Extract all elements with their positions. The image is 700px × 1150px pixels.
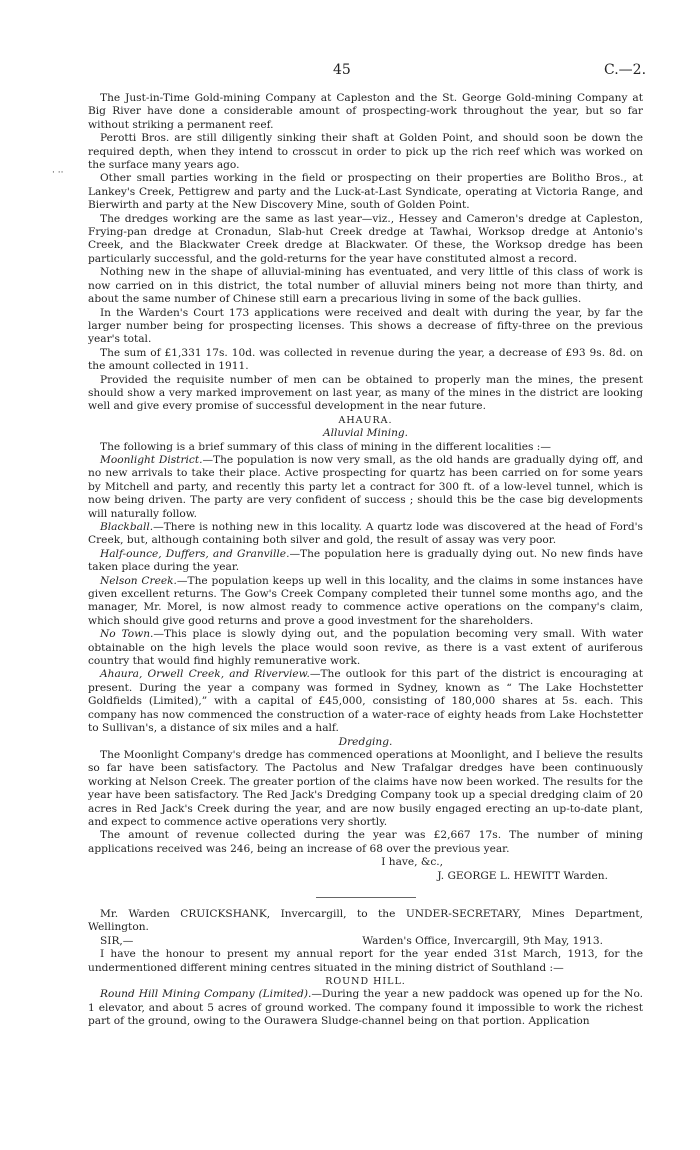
divider-rule [316, 897, 416, 898]
subheading-alluvial-mining: Alluvial Mining. [322, 427, 409, 440]
locality-text: —The outlook for this part of the district is encouraging at present. During the year a company was formed in Sydney, known as “ The Lake Hochstetter Goldfields (Limited),” with a capital of £45,000, consisting of 180,000 shares at 5s. each. This company has now commenced the construction of a water-race of eighty heads from Lake Hochstetter to Sullivan's, a distance of six miles and a half. [88, 668, 643, 735]
paragraph: I have the honour to present my annual report for the year ended 31st March, 1913, for the undermentioned different mining centres situated in the mining district of Southland :— [88, 948, 643, 974]
subheading-dredging: Dredging. [338, 735, 393, 748]
paragraph: Provided the requisite number of men can be obtained to properly man the mines, the present should show a very marked improvement on last year, as many of the mines in the district are looking well and give every promise of successful development in the near future. [88, 373, 643, 413]
page-header [0, 62, 700, 82]
locality-name: Blackball. [100, 521, 154, 533]
locality-text: —The population keeps up well in this locality, and the claims in some instances have given excellent returns. The Gow's Creek Company completed their tunnel some months ago, and the manager, Mr. Morel, is now almost ready to commence active operations on the company's claim, which should give good returns and prove a good investment for the shareholders. [88, 574, 643, 627]
locality-text: —There is nothing new in this locality. A quartz lode was discovered at the head of Ford's Creek, but, although containing both silver and gold, the result of assay was very poor. [88, 521, 643, 547]
paragraph: In the Warden's Court 173 applications were received and dealt with during the year, by far the larger number being for prospecting licenses. This shows a decrease of fifty-three on the previous year's total. [88, 306, 643, 346]
paragraph: Other small parties working in the field or prospecting on their properties are Bolitho Bros., at Lankey's Creek, Pettigrew and party and the Luck-at-Last Syndicate, operating at Victoria Range, and Bierwirth and party at the New Discovery Mine, south of Golden Point. [88, 172, 643, 212]
company-text: —During the year a new paddock was opened up for the No. 1 elevator, and about 5 acres of ground worked. The company found it impossible to work the richest part of the ground, owing to the Ourawera Sludge-channel being on that portion. Application [88, 988, 643, 1028]
locality-name: Nelson Creek. [100, 574, 177, 587]
paragraph: Perotti Bros. are still diligently sinking their shaft at Golden Point, and should soon be down the required depth, when they intend to crosscut in order to pick up the rich reef which was worked on the surface many years ago. [88, 132, 643, 172]
locality-paragraph [88, 628, 643, 668]
section-heading-ahaura: AHAURA. [338, 414, 393, 426]
salutation-line [88, 935, 643, 948]
paragraph: The sum of £1,331 17s. 10d. was collected in revenue during the year, a decrease of £93 9s. 8d. on the amount collected in 1911. [88, 346, 643, 373]
locality-name: Ahaura, Orwell Creek, and Riverview. [100, 668, 310, 681]
company-name: Round Hill Mining Company (Limited). [100, 988, 312, 1001]
office-date: Warden's Office, Invercargill, 9th May, 1913. [362, 934, 603, 947]
locality-paragraph [88, 521, 643, 548]
salutation: SIR,— [100, 934, 134, 947]
signature-closing: I have, &c., [381, 856, 443, 869]
section-code: C.—2. [604, 62, 647, 78]
paragraph: The Just-in-Time Gold-mining Company at Capleston and the St. George Gold-mining Company at Big River have done a considerable amount of prospecting-work throughout the year, but so far without striking a permanent reef. [88, 92, 643, 131]
paragraph: The amount of revenue collected during the year was £2,667 17s. The number of mining applications received was 246, being an increase of 68 over the previous year. [88, 829, 643, 855]
locality-paragraph [88, 548, 643, 575]
margin-mark: · ·· [52, 168, 64, 178]
paragraph: The dredges working are the same as last year—viz., Hessey and Cameron's dredge at Capleston, Frying-pan dredge at Cronadun, Slab-hut Creek dredge at Tawhai, Worksop dredge at Antonio's Creek, and the Blackwater Creek dredge at Blackwater. Of these, the Worksop dredge has been particularly successful, and the gold-returns for the year have constituted almost a record. [88, 212, 643, 265]
section-heading-round-hill: ROUND HILL. [325, 976, 406, 987]
paragraph: The following is a brief summary of this class of mining in the different localities :— [100, 440, 551, 453]
locality-paragraph [88, 668, 643, 735]
locality-paragraph [88, 988, 643, 1028]
locality-name: Half-ounce, Duffers, and Granville. [100, 547, 290, 560]
signature-name: J. GEORGE L. HEWITT Warden. [437, 869, 608, 882]
page-number: 45 [333, 62, 351, 78]
locality-text: —The population is now very small, as the old hands are gradually dying off, and no new arrivals to take their place. Active prospecting for quartz has been carried on for some years by Mitchell and party, and recently this party let a contract for 300 ft. of a low-level tunnel, which is now being driven. The party are very confident of success ; should this be the case big developments will naturally follow. [88, 453, 643, 520]
letter-address: Mr. Warden CRUICKSHANK, Invercargill, to the UNDER-SECRETARY, Mines Department, Wellington. [88, 907, 643, 934]
paragraph: The Moonlight Company's dredge has commenced operations at Moonlight, and I believe the results so far have been satisfactory. The Pactolus and New Trafalgar dredges have been continuously working at Nelson Creek. The greater portion of the claims have now been worked. The results for the year have been satisfactory. The Red Jack's Dredging Company took up a special dredging claim of 20 acres in Red Jack's Creek during the year, and are now busily engaged erecting an up-to-date plant, and expect to commence active operations very shortly. [88, 748, 643, 828]
locality-paragraph [88, 454, 643, 521]
paragraph: Nothing new in the shape of alluvial-mining has eventuated, and very little of this class of work is now carried on in this district, the total number of alluvial miners being not more than thirty, and about the same number of Chinese still earn a precarious living in some of the back gullies. [88, 266, 643, 306]
locality-name: No Town. [100, 628, 154, 641]
locality-text: —The population here is gradually dying out. No new finds have taken place during the year. [88, 547, 644, 574]
locality-name: Moonlight District. [100, 453, 203, 466]
locality-text: —This place is slowly dying out, and the population becoming very small. With water obtainable on the high levels the place would soon revive, as there is a vast extent of auriferous country that would find highly remunerative work. [88, 628, 643, 668]
document-body [88, 92, 643, 1029]
locality-paragraph [88, 575, 643, 629]
